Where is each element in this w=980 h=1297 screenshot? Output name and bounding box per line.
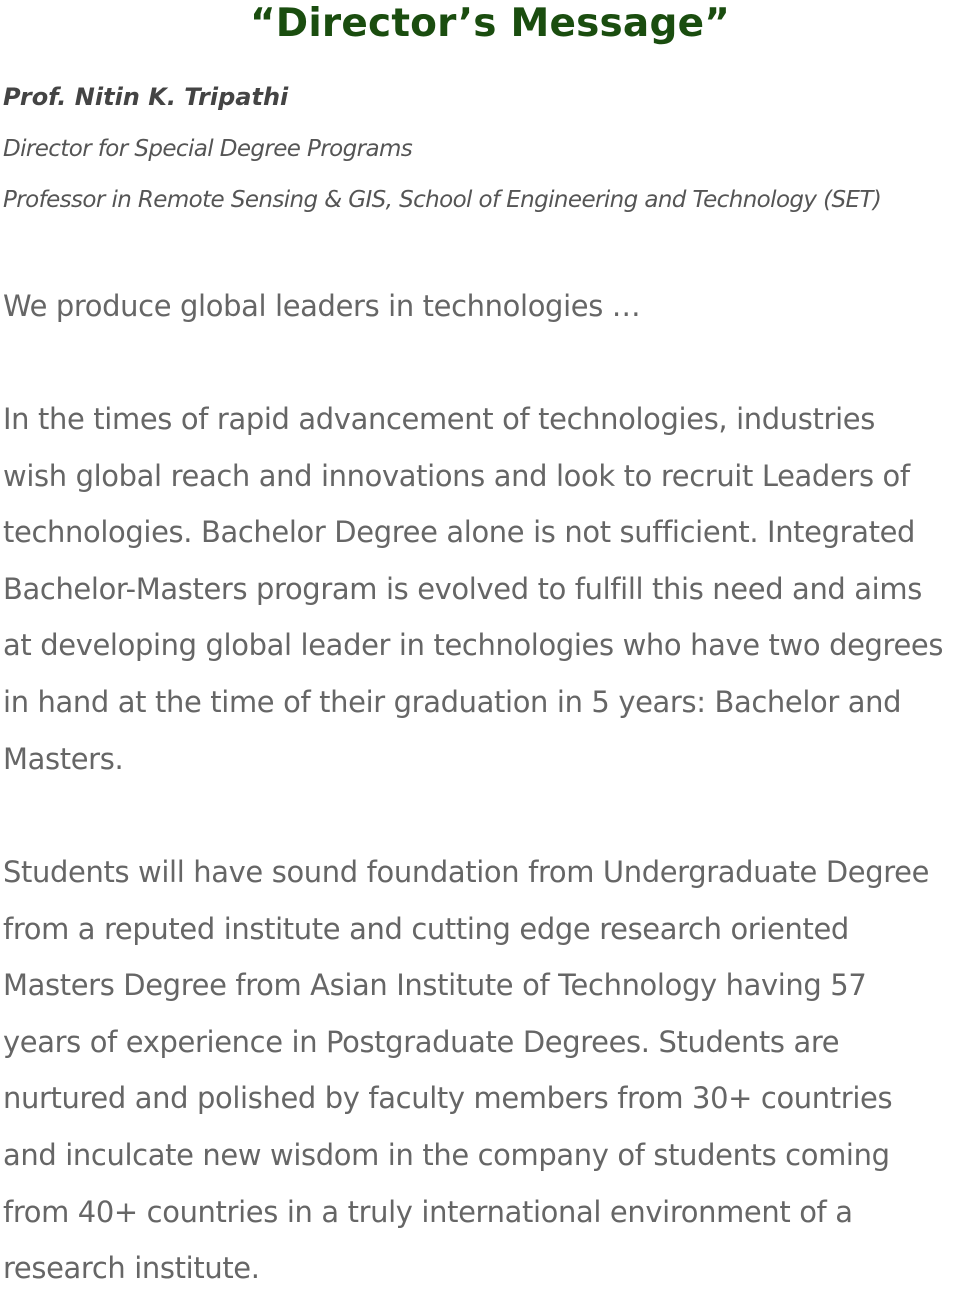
paragraph-line: Masters Degree from Asian Institute of Technology having 57 bbox=[3, 968, 867, 1003]
paragraph-line: years of experience in Postgraduate Degrees. Students are bbox=[3, 1024, 840, 1059]
paragraph-line: from a reputed institute and cutting edge research oriented bbox=[3, 911, 849, 946]
author-position: Professor in Remote Sensing & GIS, School of Engineering and Technology (SET) bbox=[3, 187, 882, 213]
paragraph-line: Bachelor-Masters program is evolved to fulfill this need and aims bbox=[3, 571, 922, 606]
author-info bbox=[3, 78, 881, 233]
author-name: Prof. Nitin K. Tripathi bbox=[3, 83, 289, 111]
paragraph-line: Students will have sound foundation from Undergraduate Degree bbox=[3, 855, 930, 889]
paragraph-line: Masters. bbox=[3, 741, 124, 776]
paragraph-2 bbox=[3, 844, 980, 1297]
paragraph-1 bbox=[3, 391, 980, 787]
paragraph-line: from 40+ countries in a truly international environment of a bbox=[3, 1194, 853, 1229]
tagline: We produce global leaders in technologies … bbox=[3, 289, 641, 323]
paragraph-line: research institute. bbox=[3, 1251, 260, 1286]
paragraph-line: in hand at the time of their graduation in 5 years: Bachelor and bbox=[3, 684, 902, 719]
paragraph-line: In the times of rapid advancement of technologies, industries bbox=[3, 402, 875, 436]
page-title: “Director’s Message” bbox=[249, 1, 731, 46]
paragraph-line: technologies. Bachelor Degree alone is not sufficient. Integrated bbox=[3, 515, 916, 550]
paragraph-line: at developing global leader in technologies who have two degrees bbox=[3, 628, 944, 663]
author-role: Director for Special Degree Programs bbox=[3, 135, 413, 162]
paragraph-line: wish global reach and innovations and look to recruit Leaders of bbox=[3, 458, 910, 493]
paragraph-line: and inculcate new wisdom in the company of students coming bbox=[3, 1137, 890, 1172]
paragraph-line: nurtured and polished by faculty members from 30+ countries bbox=[3, 1081, 893, 1116]
